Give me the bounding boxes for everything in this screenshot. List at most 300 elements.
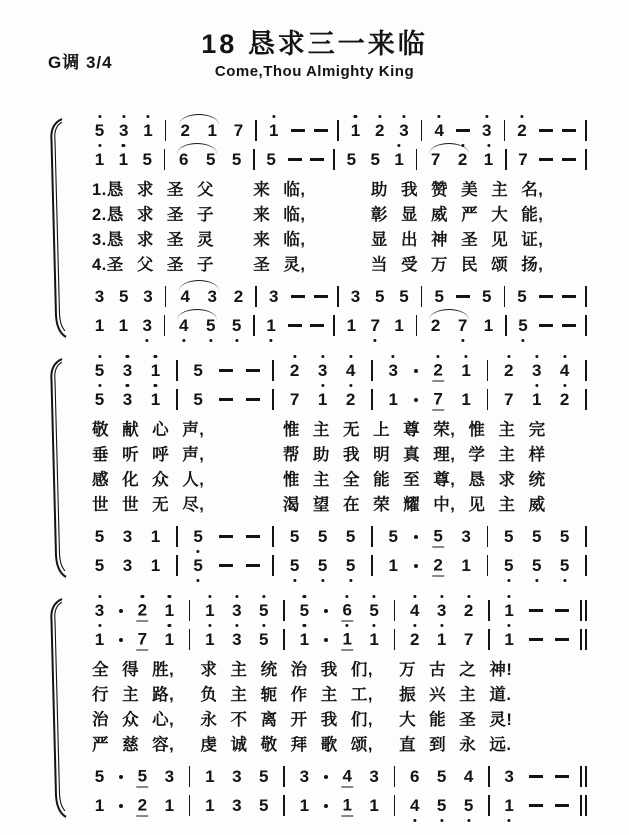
octave-dot-above [122, 115, 125, 118]
octave-dot-above [563, 355, 566, 358]
barline [585, 526, 587, 547]
octave-dot-above [346, 624, 349, 627]
sustain-dash [246, 369, 260, 371]
note: 1 [148, 385, 163, 414]
barline [488, 766, 490, 787]
note: 1 [162, 625, 177, 654]
note: 7 [368, 311, 383, 340]
octave-dot-above [487, 144, 490, 147]
octave-dot-above [98, 595, 101, 598]
augmentation-dot [324, 775, 328, 779]
note: 5 [503, 526, 514, 546]
barline [585, 360, 587, 381]
note: 7 [289, 389, 300, 409]
octave-dot-below [293, 579, 296, 582]
barline [504, 120, 506, 141]
barline [189, 629, 191, 650]
barline [255, 286, 257, 307]
octave-dot-below [146, 339, 149, 342]
note: 1 [502, 625, 517, 654]
alto-line [92, 625, 587, 654]
note: 2 [343, 385, 358, 414]
octave-dot-above [346, 595, 349, 598]
note: 3 [350, 286, 361, 306]
music-systems [0, 116, 629, 820]
octave-dot-above [126, 355, 129, 358]
note: 1 [348, 116, 363, 145]
barline [504, 286, 506, 307]
note: 5 [92, 116, 107, 145]
note: 5 [259, 795, 269, 815]
octave-dot-above [293, 355, 296, 358]
note: 1 [529, 385, 544, 414]
note: 1 [388, 389, 398, 409]
octave-dot-above [378, 115, 381, 118]
hymn-title: 18 恳求三一来临 [201, 29, 428, 59]
octave-dot-above [507, 355, 510, 358]
note: 5 [193, 360, 203, 380]
octave-dot-above [461, 144, 464, 147]
slur-group [174, 311, 220, 340]
slur-group [174, 145, 220, 174]
system-brace-icon [42, 356, 68, 580]
note: 2 [407, 625, 422, 654]
note: 6 [409, 766, 420, 786]
octave-dot-above [413, 624, 416, 627]
augmentation-dot [119, 638, 123, 642]
barline [488, 629, 490, 650]
sustain-dash [456, 295, 470, 297]
barline [333, 149, 335, 170]
lyric-verse-1: 全 得 胜, 求 主 统 治 我 们, 万 古 之 神! [92, 661, 513, 679]
note: 1 [388, 555, 398, 575]
barline [333, 315, 335, 336]
note: 1 [207, 120, 217, 140]
note: 5 [315, 551, 330, 580]
note: 5 [92, 385, 107, 414]
sustain-dash [246, 398, 260, 400]
note: 5 [559, 526, 570, 546]
note: 5 [142, 149, 153, 169]
barline [371, 526, 373, 547]
note: 1 [502, 791, 517, 820]
note: 5 [482, 286, 492, 306]
note: 5 [388, 526, 398, 546]
note: 5 [557, 551, 572, 580]
note: 2 [433, 555, 443, 574]
note: 4 [432, 116, 447, 145]
octave-dot-above [440, 624, 443, 627]
octave-dot-above [535, 384, 538, 387]
soprano-line [92, 356, 587, 385]
note: 5 [229, 311, 244, 340]
barline [371, 360, 373, 381]
note: 1 [162, 596, 177, 625]
note: 2 [135, 596, 150, 625]
soprano-line [92, 596, 587, 625]
tenor-line [92, 762, 587, 791]
note: 3 [479, 116, 494, 145]
note: 7 [518, 149, 528, 169]
note: 3 [529, 356, 544, 385]
barline [283, 629, 285, 650]
note: 1 [202, 596, 217, 625]
octave-dot-above [98, 115, 101, 118]
note: 4 [463, 766, 474, 786]
note: 5 [343, 551, 358, 580]
music-system-3 [0, 596, 629, 820]
sustain-dash [539, 324, 553, 326]
octave-dot-above [438, 115, 441, 118]
note: 5 [259, 766, 269, 786]
note: 1 [461, 555, 471, 575]
barline [255, 120, 257, 141]
barline [394, 795, 396, 816]
note: 4 [407, 791, 422, 820]
note: 2 [233, 286, 244, 306]
note: 7 [455, 311, 470, 340]
barline [487, 526, 489, 547]
note: 1 [461, 389, 471, 409]
lyrics-block [92, 178, 587, 278]
augmentation-dot [414, 535, 418, 539]
note: 1 [394, 315, 404, 335]
sustain-dash [246, 535, 260, 537]
barline [488, 600, 490, 621]
note: 1 [266, 116, 281, 145]
barline [487, 360, 489, 381]
octave-dot-below [196, 579, 199, 582]
barline [176, 526, 178, 547]
octave-dot-above [235, 595, 238, 598]
note: 2 [430, 315, 441, 335]
sustain-dash [555, 775, 569, 777]
note: 4 [342, 766, 352, 785]
augmentation-dot [324, 804, 328, 808]
note: 1 [202, 625, 217, 654]
augmentation-dot [119, 609, 123, 613]
note: 1 [502, 596, 517, 625]
note: 7 [233, 120, 244, 140]
note: 1 [205, 795, 215, 815]
note: 3 [229, 625, 244, 654]
note: 1 [340, 625, 355, 654]
note: 3 [299, 766, 310, 786]
bass-line [92, 311, 587, 340]
octave-dot-below [535, 579, 538, 582]
note: 1 [94, 315, 105, 335]
note: 5 [345, 526, 356, 546]
note: 1 [264, 311, 279, 340]
system-brace-icon [42, 116, 68, 340]
note: 5 [434, 791, 449, 820]
octave-dot-above [349, 384, 352, 387]
octave-dot-below [413, 819, 416, 822]
barline [416, 315, 418, 336]
sustain-dash [555, 804, 569, 806]
hymn-subtitle-english: Come,Thou Almighty King [214, 62, 415, 80]
sustain-dash [555, 609, 569, 611]
barline [176, 360, 178, 381]
lyrics-block [92, 418, 587, 518]
octave-dot-above [392, 355, 395, 358]
alto-line [92, 145, 587, 174]
note: 1 [346, 315, 357, 335]
note: 1 [92, 625, 107, 654]
sustain-dash [555, 638, 569, 640]
octave-dot-above [485, 115, 488, 118]
octave-dot-above [303, 595, 306, 598]
note: 5 [517, 286, 527, 306]
note: 2 [557, 385, 572, 414]
note: 6 [179, 149, 189, 169]
sustain-dash [219, 564, 233, 566]
octave-dot-below [440, 819, 443, 822]
sustain-dash [246, 564, 260, 566]
note: 3 [164, 766, 175, 786]
note: 1 [481, 145, 496, 174]
note: 1 [392, 145, 407, 174]
octave-dot-above [467, 595, 470, 598]
octave-dot-above [208, 624, 211, 627]
lyric-verse-1: 敬 献 心 声, 惟 主 无 上 尊 荣, 惟 主 完 [92, 421, 546, 439]
note: 1 [483, 315, 494, 335]
lyric-verse-2: 垂 听 呼 声, 帮 助 我 明 真 理, 学 主 样 [92, 446, 546, 464]
final-barline [580, 795, 586, 816]
barline [283, 766, 285, 787]
soprano-line [92, 116, 587, 145]
note: 1 [367, 625, 382, 654]
barline [394, 600, 396, 621]
barline [272, 526, 274, 547]
note: 4 [557, 356, 572, 385]
sustain-dash [219, 535, 233, 537]
note: 5 [375, 286, 385, 306]
final-barline [580, 766, 586, 787]
note: 2 [461, 596, 476, 625]
note: 7 [503, 389, 514, 409]
barline [585, 120, 587, 141]
note: 5 [94, 526, 105, 546]
barline [585, 149, 587, 170]
system-brace-icon [42, 596, 68, 820]
note: 3 [120, 356, 135, 385]
octave-dot-below [235, 339, 238, 342]
barline [253, 149, 255, 170]
barline [272, 555, 274, 576]
note: 5 [231, 149, 242, 169]
note: 5 [206, 149, 216, 169]
lyric-verse-3: 治 众 心, 永 不 离 开 我 们, 大 能 圣 灵! [92, 711, 513, 729]
sustain-dash [291, 295, 305, 297]
note: 5 [370, 149, 380, 169]
note: 5 [367, 596, 382, 625]
sustain-dash [314, 295, 328, 297]
octave-dot-above [141, 595, 144, 598]
octave-dot-below [507, 579, 510, 582]
barline [585, 389, 587, 410]
octave-dot-above [508, 595, 511, 598]
note: 3 [122, 555, 133, 575]
lyric-verse-3: 3.恳 求 圣 灵 来 临, 显 出 神 圣 见 证, [92, 231, 544, 249]
barline [394, 629, 396, 650]
note: 1 [164, 795, 175, 815]
note: 5 [317, 526, 328, 546]
note: 5 [433, 526, 443, 545]
octave-dot-above [354, 115, 357, 118]
note: 1 [434, 625, 449, 654]
note: 5 [297, 596, 312, 625]
barline [421, 286, 423, 307]
note: 2 [501, 356, 516, 385]
barline [505, 149, 507, 170]
sustain-dash [562, 129, 576, 131]
barline [253, 315, 255, 336]
octave-dot-below [374, 339, 377, 342]
barline [421, 120, 423, 141]
note: 1 [116, 145, 131, 174]
note: 3 [92, 596, 107, 625]
lyric-verse-4: 4.圣 父 圣 子 圣 灵, 当 受 万 民 颂 扬, [92, 256, 544, 274]
lyric-verse-1: 1.恳 求 圣 父 来 临, 助 我 赞 美 主 名, [92, 181, 544, 199]
note: 3 [386, 356, 401, 385]
tenor-line [92, 522, 587, 551]
octave-dot-above [402, 115, 405, 118]
note: 3 [232, 766, 242, 786]
note: 3 [94, 286, 105, 306]
note: 5 [501, 551, 516, 580]
barline [189, 795, 191, 816]
note: 7 [433, 389, 443, 408]
note: 4 [343, 356, 358, 385]
barline [585, 286, 587, 307]
note: 2 [180, 120, 190, 140]
barline [505, 315, 507, 336]
note: 6 [340, 596, 355, 625]
octave-dot-above [465, 355, 468, 358]
sustain-dash [529, 609, 543, 611]
barline [394, 766, 396, 787]
octave-dot-above [398, 144, 401, 147]
note: 7 [463, 629, 474, 649]
barline [283, 795, 285, 816]
note: 5 [529, 551, 544, 580]
key-signature: G调 3/4 [48, 53, 113, 72]
system-lines [74, 596, 587, 820]
octave-dot-above [98, 355, 101, 358]
lyric-verse-4: 世 世 无 尽, 渴 望 在 荣 耀 中, 见 主 威 [92, 496, 546, 514]
slur-group [176, 282, 222, 311]
augmentation-dot [414, 369, 418, 373]
note: 3 [434, 596, 449, 625]
sustain-dash [529, 804, 543, 806]
note: 5 [119, 286, 129, 306]
note: 3 [504, 766, 514, 786]
note: 1 [150, 555, 161, 575]
final-barline [580, 629, 586, 650]
barline [189, 600, 191, 621]
barline [164, 315, 166, 336]
sustain-dash [219, 398, 233, 400]
sheet-header [0, 30, 629, 102]
barline [165, 120, 167, 141]
note: 1 [148, 356, 163, 385]
sustain-dash [310, 158, 324, 160]
barline [164, 149, 166, 170]
sustain-dash [539, 295, 553, 297]
note: 5 [203, 311, 218, 340]
augmentation-dot [324, 638, 328, 642]
note: 3 [116, 116, 131, 145]
note: 4 [176, 311, 191, 340]
note: 5 [191, 551, 206, 580]
barline [371, 389, 373, 410]
note: 1 [150, 526, 161, 546]
octave-dot-below [349, 579, 352, 582]
note: 3 [207, 286, 217, 306]
sustain-dash [539, 129, 553, 131]
note: 1 [141, 116, 156, 145]
octave-dot-below [521, 339, 524, 342]
note: 5 [515, 311, 530, 340]
barline [176, 389, 178, 410]
octave-dot-below [270, 339, 273, 342]
barline [272, 360, 274, 381]
note: 4 [180, 286, 190, 306]
octave-dot-above [98, 144, 101, 147]
barline [272, 389, 274, 410]
octave-dot-above [168, 595, 171, 598]
note: 3 [232, 795, 242, 815]
sustain-dash [562, 324, 576, 326]
note: 1 [118, 315, 129, 335]
octave-dot-below [467, 819, 470, 822]
note: 5 [436, 766, 447, 786]
barline [337, 286, 339, 307]
bass-line [92, 551, 587, 580]
octave-dot-above [321, 384, 324, 387]
note: 2 [431, 356, 446, 385]
octave-dot-below [461, 339, 464, 342]
octave-dot-below [508, 819, 511, 822]
octave-dot-above [272, 115, 275, 118]
barline [189, 766, 191, 787]
note: 3 [120, 385, 135, 414]
sustain-dash [310, 324, 324, 326]
octave-dot-above [440, 595, 443, 598]
note: 3 [143, 286, 153, 306]
octave-dot-above [535, 355, 538, 358]
augmentation-dot [324, 609, 328, 613]
final-barline [580, 600, 586, 621]
bass-line [92, 791, 587, 820]
note: 1 [342, 795, 352, 814]
octave-dot-above [373, 595, 376, 598]
note: 2 [287, 356, 302, 385]
octave-dot-above [208, 595, 211, 598]
note: 5 [94, 555, 105, 575]
barline [176, 555, 178, 576]
sustain-dash [456, 129, 470, 131]
note: 2 [455, 145, 470, 174]
slur-group [426, 145, 472, 174]
octave-dot-below [321, 579, 324, 582]
octave-dot-above [303, 624, 306, 627]
octave-dot-above [563, 384, 566, 387]
octave-dot-below [209, 339, 212, 342]
barline [487, 555, 489, 576]
octave-dot-above [520, 115, 523, 118]
